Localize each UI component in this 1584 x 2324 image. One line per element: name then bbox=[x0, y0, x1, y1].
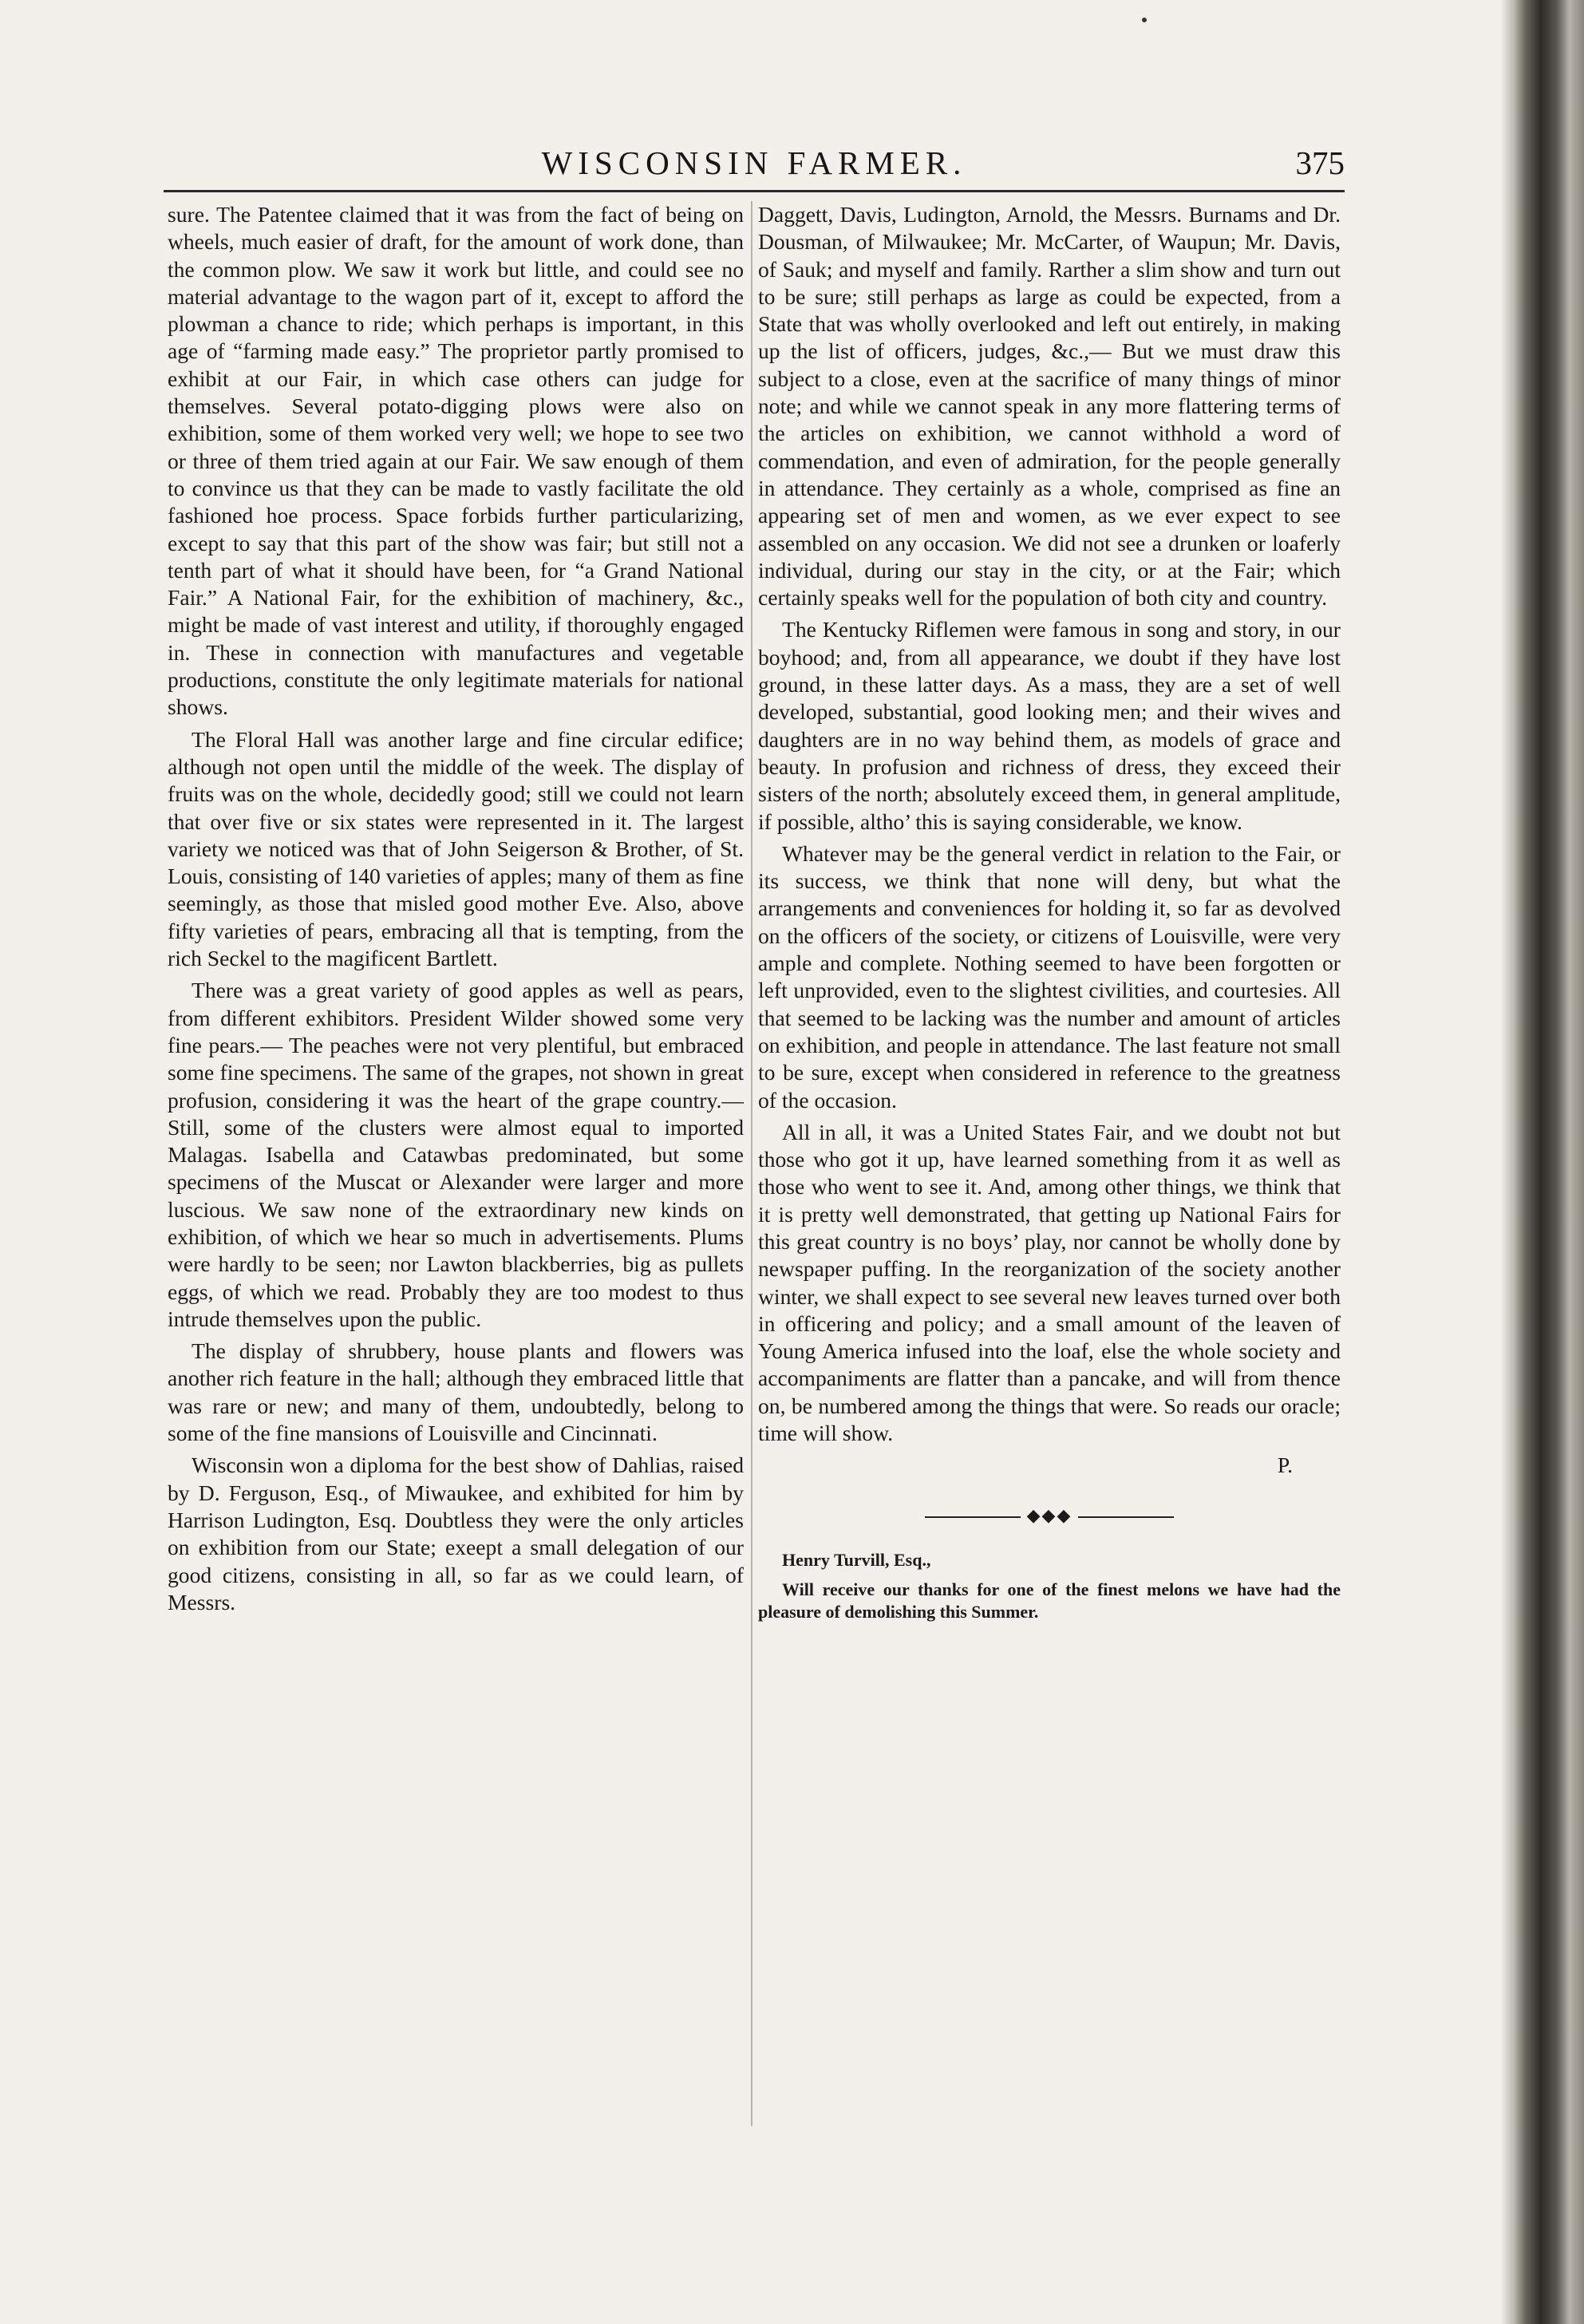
running-head: WISCONSIN FARMER. bbox=[541, 144, 967, 181]
notice-name: Henry Turvill, Esq., bbox=[782, 1549, 931, 1570]
section-ornament bbox=[758, 1502, 1341, 1529]
page-header bbox=[164, 144, 1345, 192]
paragraph: There was a great variety of good apples as well as pears, from different exhibitors. President Wilder showed some very fine pears.— The peaches were not very plentiful, but embraced some fine specimens. The same of the grapes, not shown in great profusion, considering it was the heart of the grape country.— Still, some of the clusters were almost equal to imported Malagas. Isabella and Catawbas predominated, but some specimens of the Muscat or Alexander were larger and more luscious. We saw none of the extraordinary new kinds on exhibition, of which we hear so much in advertisements. Plums were hardly to be seen; nor Lawton blackberries, big as pullets eggs, of which we read. Probably they are too modest to thus intrude themselves upon the public. bbox=[168, 978, 744, 1331]
left-column bbox=[168, 201, 744, 1621]
ink-speck bbox=[1142, 18, 1147, 22]
paragraph: Whatever may be the general verdict in relation to the Fair, or its success, we think that none will deny, but what the arrangements and conveniences for holding it, so far as devolved on the officers of the society, or citizens of Louisville, were very ample and complete. Nothing seemed to have been forgotten or left unprovided, even to the slightest civilities, and courtesies. All that seemed to be lacking was the number and amount of articles on exhibition, and people in attendance. The last feature not small to be sure, except when considered in reference to the greatness of the occasion. bbox=[758, 840, 1341, 1113]
column-divider bbox=[751, 201, 752, 2126]
right-column bbox=[758, 201, 1341, 1628]
ornament-rule-right bbox=[1078, 1516, 1174, 1518]
author-signature: P. bbox=[1277, 1452, 1293, 1478]
paragraph: The Floral Hall was another large and fine circular edifice; although not open until the middle of the week. The display of fruits was on the whole, decidedly good; still we could not learn that over five or six states were represented in it. The largest variety we noticed was that of John Seigerson & Brother, of St. Louis, consisting of 140 varieties of apples; many of them as fine seemingly, as those that misled good mother Eve. Also, above fifty varieties of pears, embracing all that is tempting, from the rich Seckel to the magificent Bartlett. bbox=[168, 726, 744, 971]
notice-text: Will receive our thanks for one of the finest melons we have had the pleasure of demolishing this Summer. bbox=[758, 1579, 1341, 1622]
ornament-rule-left bbox=[925, 1516, 1021, 1518]
paragraph: Wisconsin won a diploma for the best show of Dahlias, raised by D. Ferguson, Esq., of Miwaukee, and exhibited for him by Harrison Ludington, Esq. Doubtless they were the only articles on exhibition from our State; exeept a small delegation of our good citizens, consisting in all, so far as we could learn, of Messrs. bbox=[168, 1452, 744, 1615]
paragraph: The display of shrubbery, house plants and flowers was another rich feature in the hall; although they embraced little that was rare or new; and many of them, undoubtedly, belong to some of the fine mansions of Louisville and Cincinnati. bbox=[168, 1338, 744, 1446]
paragraph: sure. The Patentee claimed that it was from the fact of being on wheels, much easier of draft, for the amount of work done, than the common plow. We saw it work but little, and could see no material advantage to the wagon part of it, except to afford the plowman a chance to ride; which perhaps is important, in this age of “farming made easy.” The proprietor partly promised to exhibit at our Fair, in which case others can judge for themselves. Several potato-digging plows were also on exhibition, some of them worked very well; we hope to see two or three of them tried again at our Fair. We saw enough of them to convince us that they can be made to vastly facilitate the old fashioned hoe process. Space forbids further particularizing, except to say that this part of the show was fair; but still not a tenth part of what it should have been, for “a Grand National Fair.” A National Fair, for the exhibition of machinery, &c., might be made of vast interest and utility, if thoroughly engaged in. These in connection with manufactures and vegetable productions, constitute the only legitimate materials for national shows. bbox=[168, 202, 744, 720]
paragraph: The Kentucky Riflemen were famous in song and story, in our boyhood; and, from all appearance, we doubt if they have lost ground, in these latter days. As a mass, they are a set of well developed, substantial, good looking men; and their wives and daughters are in no way behind them, as models of grace and beauty. In profusion and richness of dress, they exceed their sisters of the north; absolutely exceed them, in general amplitude, if possible, altho’ this is saying considerable, we know. bbox=[758, 617, 1341, 834]
ornament-diamonds: ◆◆◆ bbox=[1026, 1504, 1072, 1525]
header-rule bbox=[164, 190, 1345, 192]
paragraph: Daggett, Davis, Ludington, Arnold, the Messrs. Burnams and Dr. Dousman, of Milwaukee; Mr. McCarter, of Waupun; Mr. Davis, of Sauk; and myself and family. Rarther a slim show and turn out to be sure; still perhaps as large as could be expected, from a State that was wholly overlooked and left out entirely, in making up the list of officers, judges, &c.,— But we must draw this subject to a close, even at the sacrifice of many things of minor note; and while we cannot speak in any more flattering terms of the articles on exhibition, we cannot withhold a word of commendation, and even of admiration, for the people generally in attendance. They certainly as a whole, comprised as fine an appearing set of men and women, as we ever expect to see assembled on any occasion. We did not see a drunken or loaferly individual, during our stay in the city, or at the Fair; which certainly speaks well for the population of both city and country. bbox=[758, 202, 1341, 611]
book-spine bbox=[1512, 0, 1584, 2324]
paragraph: All in all, it was a United States Fair, and we doubt not but those who got it up, have learned something from it as well as those who went to see it. And, among other things, we think that it is pretty well demonstrated, that getting up National Fairs for this great country is no boys’ play, nor cannot be wholly done by newspaper puffing. In the reorganization of the society another winter, we shall expect to see several new leaves turned over both in officering and policy; and a small amount of the leaven of Young America infused into the loaf, else the whole society and accompaniments are flatter than a pancake, and will from thence on, be numbered among the things that were. So reads our oracle; time will show. bbox=[758, 1119, 1341, 1446]
page-number: 375 bbox=[1295, 144, 1345, 181]
